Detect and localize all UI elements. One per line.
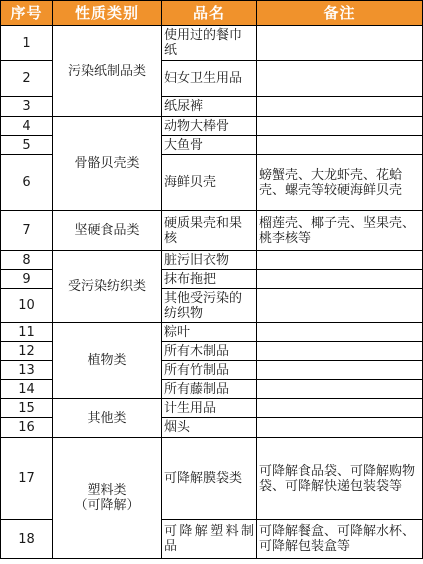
table-row	[1, 251, 423, 270]
item-note	[257, 26, 423, 61]
row-number: 14	[1, 380, 53, 399]
item-name: 所有藤制品	[162, 380, 257, 399]
item-note	[257, 323, 423, 342]
category-line: 塑料类	[87, 483, 127, 498]
row-number: 3	[1, 97, 53, 117]
row-number: 5	[1, 136, 53, 155]
header-note: 备注	[257, 1, 423, 26]
category-cell: 污染纸制品类	[53, 26, 162, 117]
category-line: （可降解）	[74, 498, 140, 513]
item-note: 榴莲壳、椰子壳、坚果壳、桃李核等	[257, 211, 423, 251]
row-number: 4	[1, 117, 53, 136]
item-name: 动物大棒骨	[162, 117, 257, 136]
table-row	[1, 117, 423, 136]
item-note	[257, 399, 423, 418]
row-number: 18	[1, 520, 53, 559]
item-name: 纸尿裤	[162, 97, 257, 117]
category-cell	[53, 438, 162, 559]
item-name: 脏污旧衣物	[162, 251, 257, 270]
table-row	[1, 26, 423, 61]
item-note: 可降解食品袋、可降解购物袋、可降解快递包装袋等	[257, 438, 423, 520]
category-cell: 坚硬食品类	[53, 211, 162, 251]
item-name: 使用过的餐巾纸	[162, 26, 257, 61]
row-number: 7	[1, 211, 53, 251]
row-number: 1	[1, 26, 53, 61]
item-name: 粽叶	[162, 323, 257, 342]
item-note	[257, 136, 423, 155]
row-number: 8	[1, 251, 53, 270]
header-category: 性质类别	[53, 1, 162, 26]
table-row	[1, 323, 423, 342]
item-note	[257, 270, 423, 289]
category-cell: 骨骼贝壳类	[53, 117, 162, 211]
row-number: 13	[1, 361, 53, 380]
row-number: 17	[1, 438, 53, 520]
row-number: 12	[1, 342, 53, 361]
row-number: 10	[1, 289, 53, 323]
item-note: 螃蟹壳、大龙虾壳、花蛤壳、螺壳等较硬海鲜贝壳	[257, 155, 423, 211]
item-name: 可降解塑料制品	[162, 520, 257, 559]
header-no: 序号	[1, 1, 53, 26]
item-note	[257, 251, 423, 270]
category-cell: 植物类	[53, 323, 162, 399]
item-name: 大鱼骨	[162, 136, 257, 155]
row-number: 11	[1, 323, 53, 342]
row-number: 9	[1, 270, 53, 289]
item-name: 硬质果壳和果核	[162, 211, 257, 251]
item-name: 所有竹制品	[162, 361, 257, 380]
item-note	[257, 97, 423, 117]
item-name: 海鲜贝壳	[162, 155, 257, 211]
item-name: 抹布拖把	[162, 270, 257, 289]
item-note: 可降解餐盒、可降解水杯、可降解包装盒等	[257, 520, 423, 559]
item-note	[257, 361, 423, 380]
header-name: 品名	[162, 1, 257, 26]
item-note	[257, 380, 423, 399]
table-row	[1, 438, 423, 520]
item-name: 其他受污染的纺织物	[162, 289, 257, 323]
item-name: 计生用品	[162, 399, 257, 418]
item-name: 可降解膜袋类	[162, 438, 257, 520]
row-number: 15	[1, 399, 53, 418]
item-note	[257, 418, 423, 438]
category-cell: 其他类	[53, 399, 162, 438]
item-name: 所有木制品	[162, 342, 257, 361]
item-note	[257, 61, 423, 97]
category-cell: 受污染纺织类	[53, 251, 162, 323]
table-row	[1, 399, 423, 418]
row-number: 16	[1, 418, 53, 438]
item-note	[257, 342, 423, 361]
item-name: 妇女卫生用品	[162, 61, 257, 97]
item-name: 烟头	[162, 418, 257, 438]
header-row	[1, 1, 423, 26]
row-number: 2	[1, 61, 53, 97]
row-number: 6	[1, 155, 53, 211]
table-row	[1, 211, 423, 251]
item-note	[257, 289, 423, 323]
item-note	[257, 117, 423, 136]
